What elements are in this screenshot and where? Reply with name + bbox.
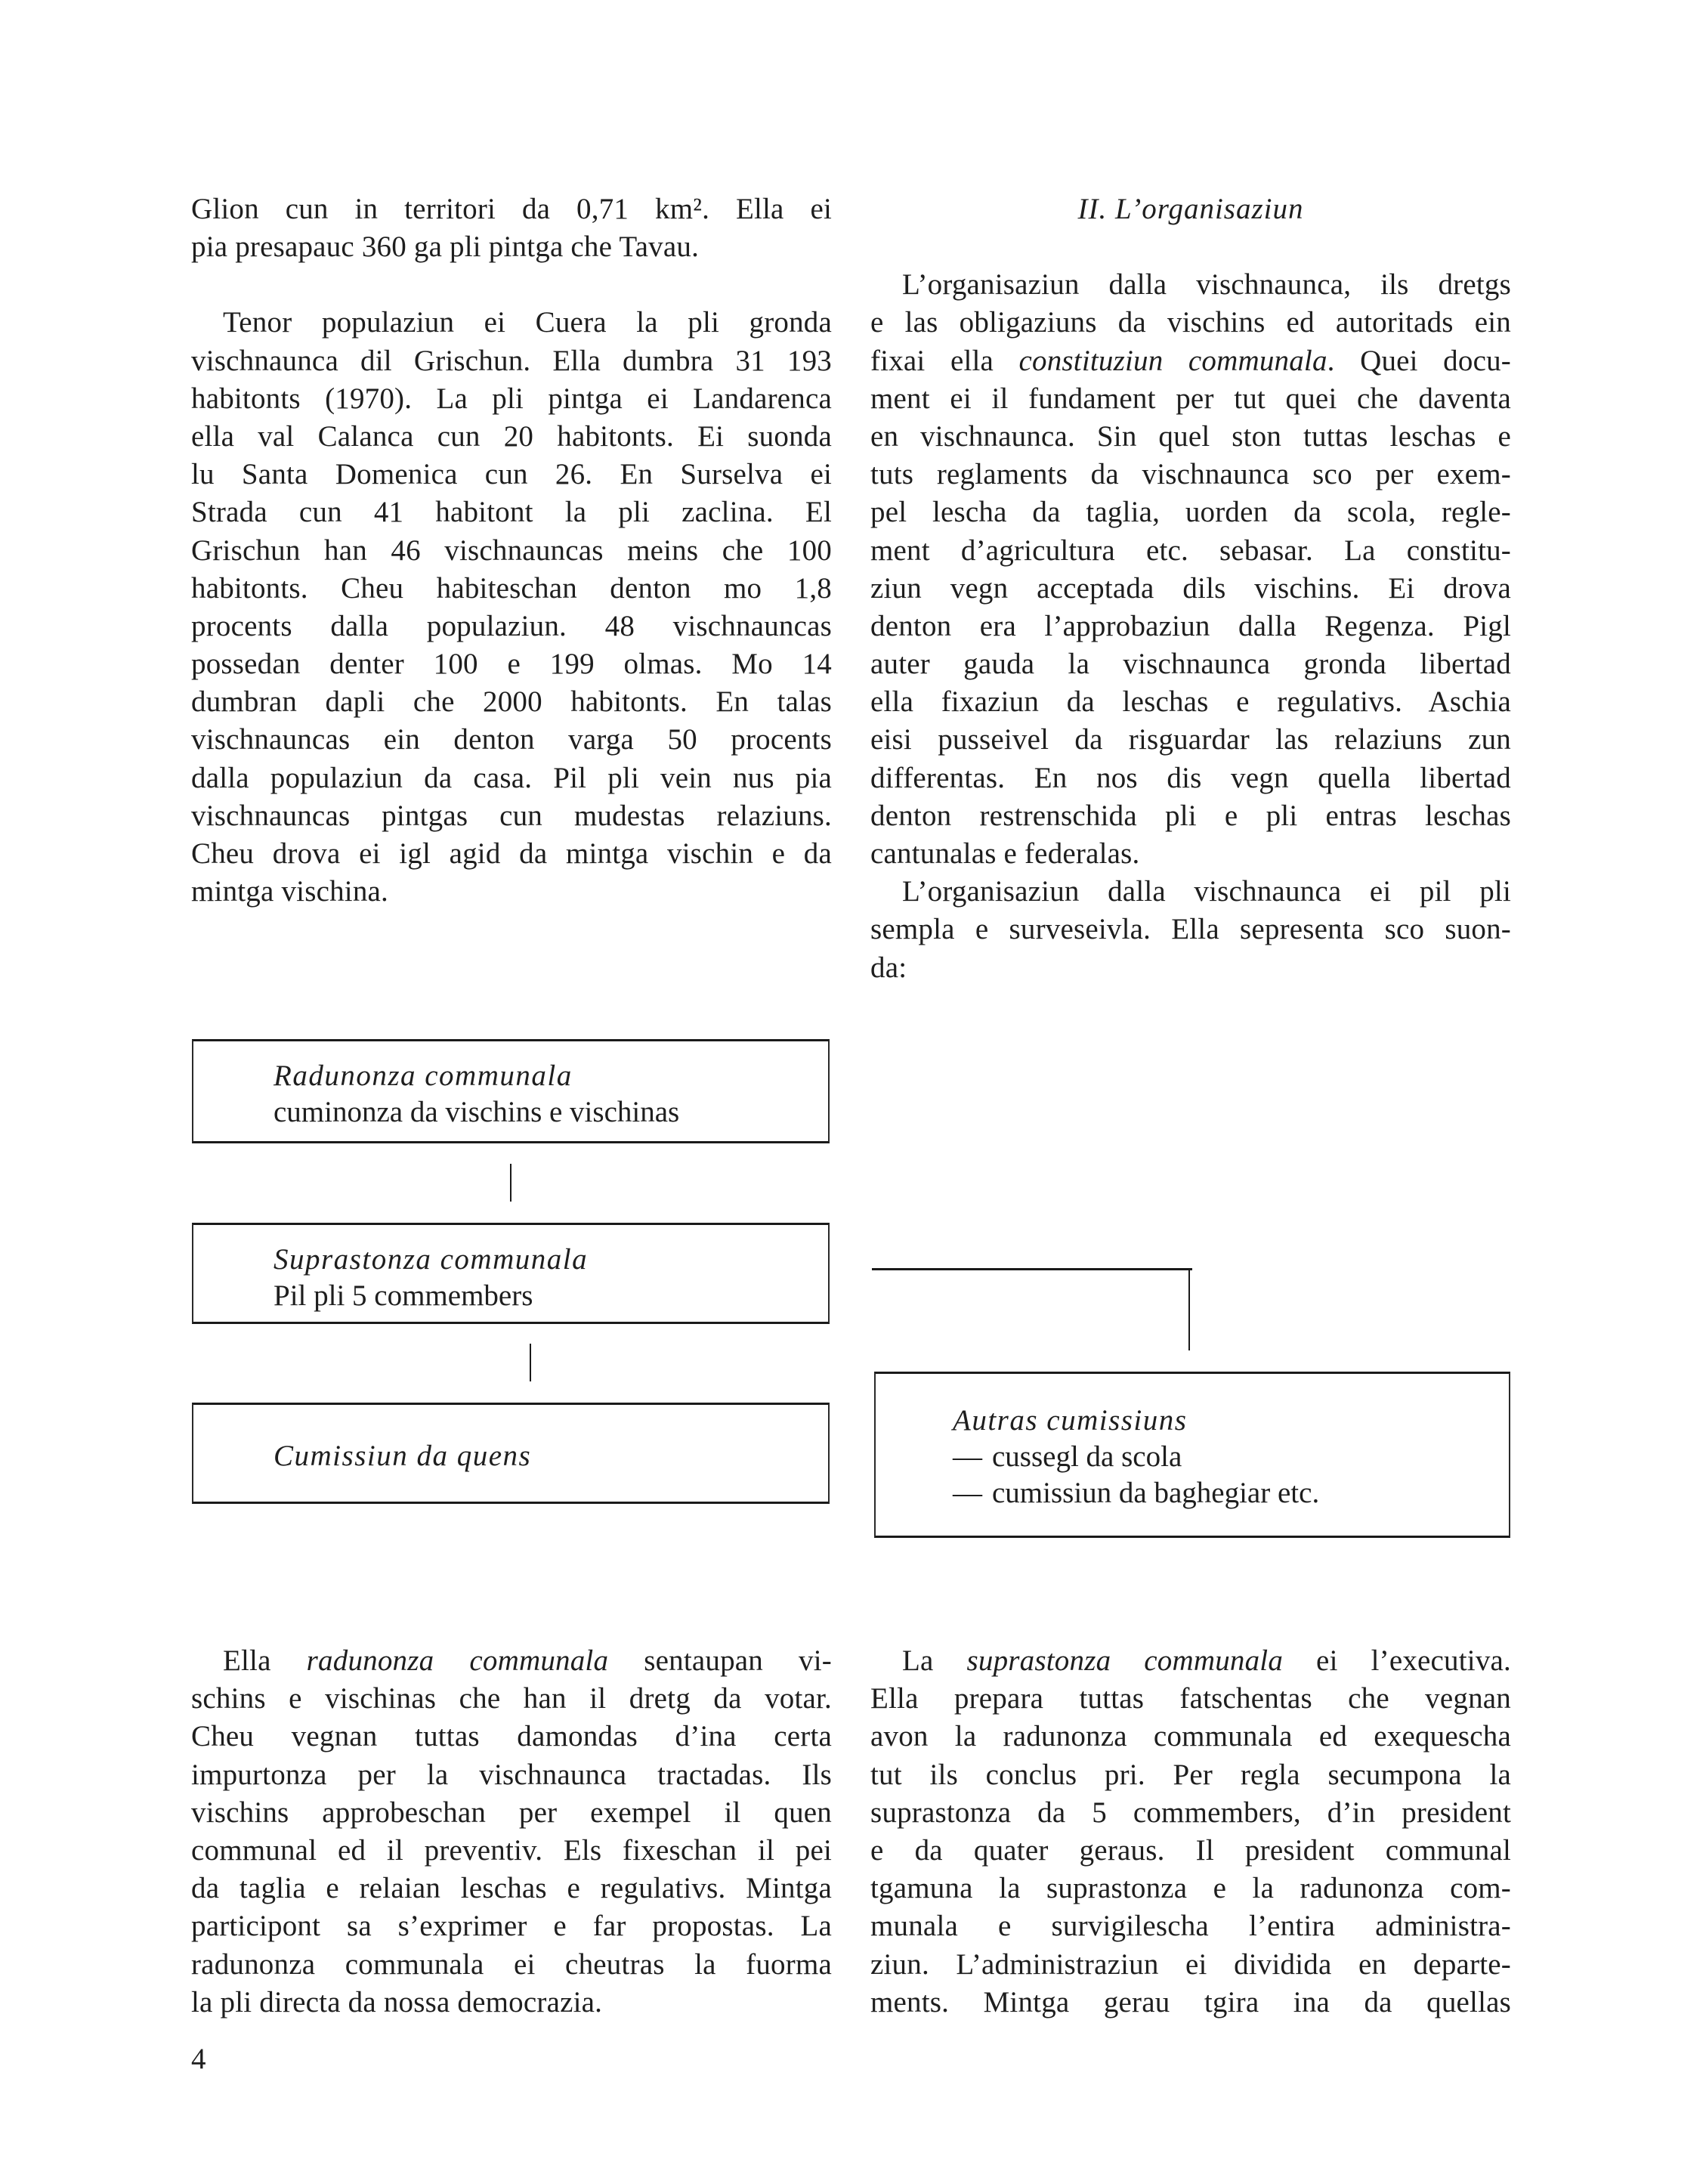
text-line: vischnauncas ein denton varga 50 procents (191, 723, 832, 756)
text-line: participont sa s’exprimer e far propostas. La (191, 1910, 832, 1943)
connector-suprastonza-autras-horizontal (872, 1268, 1192, 1270)
text-line: da: (870, 951, 907, 984)
text-line: ziun. L’administraziun ei dividida en departe- (870, 1947, 1511, 1981)
diagram-box-autras-cumissiuns (874, 1372, 1510, 1538)
text-line: Glion cun in territori da 0,71 km². Ella ei (191, 193, 832, 225)
paragraph (870, 873, 1511, 987)
text-line: denton era l’approbaziun dalla Regenza. Pigl (870, 609, 1511, 642)
diagram-box-cumissiun-quens (192, 1403, 830, 1504)
text-line: pia presapauc 360 ga pli pintga che Tavau. (191, 230, 700, 264)
top-left-column (191, 190, 832, 911)
italic-term: constituziun communala (1018, 344, 1327, 377)
text-line: auter gauda la vischnaunca gronda libertad (870, 648, 1511, 681)
paragraph (191, 304, 832, 911)
text-line: communal ed il preventiv. Els fixeschan il pei (191, 1833, 832, 1867)
item-text: cussegl da scola (992, 1440, 1182, 1473)
text-line: possedan denter 100 e 199 olmas. Mo 14 (191, 648, 832, 681)
connector-radunonza-suprastonza (510, 1164, 511, 1202)
text-line: tuts reglaments da vischnaunca sco per exem- (870, 458, 1511, 491)
text-line: L’organisaziun dalla vischnaunca, ils dretgs (902, 268, 1511, 302)
text-line: suprastonza da 5 commembers, d’in president (870, 1796, 1511, 1829)
text-line: ment d’agricultura etc. sebasar. La constitu- (870, 534, 1511, 567)
diagram-box-radunonza (192, 1039, 830, 1143)
text-line: vischnauncas pintgas cun mudestas relaziuns. (191, 799, 832, 832)
text-line: L’organisaziun dalla vischnaunca ei pil pli (902, 875, 1511, 908)
text-line: schins e vischinas che han il dretg da votar. (191, 1682, 832, 1715)
text-line: e las obligaziuns da vischins ed autoritads ein (870, 306, 1511, 339)
text-line: La suprastonza communala ei l’executiva. (902, 1644, 1511, 1677)
text-line: mintga vischina. (191, 875, 388, 908)
text-line: ella val Calanca cun 20 habitonts. Ei suonda (191, 419, 832, 453)
text-line: e da quater geraus. Il president communal (870, 1833, 1511, 1867)
heading-spacer (870, 228, 1511, 266)
text-line: dumbran dapli che 2000 habitonts. En talas (191, 685, 832, 719)
page-number: 4 (191, 2043, 206, 2075)
dash-bullet: — (953, 1440, 982, 1473)
diagram-box-suprastonza (192, 1223, 830, 1324)
italic-term: radunonza communala (306, 1644, 609, 1677)
dash-bullet: — (953, 1477, 982, 1509)
text-line: sempla e surveseivla. Ella sepresenta sco suon- (870, 913, 1511, 946)
text-line: vischins approbeschan per exempel il quen (191, 1796, 832, 1829)
suprastonza-subtitle: Pil pli 5 commembers (274, 1279, 533, 1312)
autras-cumissiuns-item (953, 1475, 1319, 1511)
section-heading: II. L’organisaziun (1077, 193, 1304, 225)
paragraph-gap (191, 266, 832, 304)
text-line: fixai ella constituziun communala. Quei docu- (870, 344, 1511, 377)
radunonza-subtitle: cuminonza da vischins e vischinas (274, 1096, 680, 1128)
text-line: impurtonza per la vischnaunca tractadas. Ils (191, 1758, 832, 1791)
text-line: munala e survigilescha l’entira administra- (870, 1910, 1511, 1943)
italic-term: suprastonza communala (966, 1644, 1284, 1677)
text-line: habitonts (1970). La pli pintga ei Landarenca (191, 382, 832, 415)
bottom-left-column (191, 1642, 832, 2022)
bottom-right-column (870, 1642, 1511, 2022)
radunonza-title: Radunonza communala (274, 1060, 573, 1092)
text-line: Strada cun 41 habitont la pli zaclina. El (191, 496, 832, 529)
text-line: ziun vegn acceptada dils vischins. Ei drova (870, 571, 1511, 605)
text-line: Ella radunonza communala sentaupan vi- (223, 1644, 832, 1677)
text-line: avon la radunonza communala ed exequescha (870, 1720, 1511, 1753)
text-line: lu Santa Domenica cun 26. En Surselva ei (191, 458, 832, 491)
text-line: vischnaunca dil Grischun. Ella dumbra 31 193 (191, 344, 832, 377)
paragraph (191, 1642, 832, 2022)
text-line: Cheu vegnan tuttas damondas d’ina certa (191, 1720, 832, 1753)
paragraph (191, 190, 832, 266)
autras-cumissiuns-item (953, 1439, 1319, 1475)
paragraph (870, 1642, 1511, 2022)
text-line: pel lescha da taglia, uorden da scola, regle- (870, 496, 1511, 529)
paragraph (870, 266, 1511, 873)
top-right-column (870, 190, 1511, 987)
text-line: da taglia e relaian leschas e regulativs. Mintga (191, 1872, 832, 1905)
connector-suprastonza-cumissiun (530, 1344, 531, 1381)
text-line: Tenor populaziun ei Cuera la pli gronda (223, 306, 832, 339)
autras-cumissiuns-title: Autras cumissiuns (953, 1404, 1188, 1437)
text-line: radunonza communala ei cheutras la fuorma (191, 1947, 832, 1981)
text-line: habitonts. Cheu habiteschan denton mo 1,8 (191, 571, 832, 605)
text-line: ella fixaziun da leschas e regulativs. Aschia (870, 685, 1511, 719)
text-line: ment ei il fundament per tut quei che daventa (870, 382, 1511, 415)
text-line: Grischun han 46 vischnauncas meins che 100 (191, 534, 832, 567)
text-line: differentas. En nos dis vegn quella libertad (870, 761, 1511, 794)
item-text: cumissiun da baghegiar etc. (992, 1477, 1320, 1509)
connector-suprastonza-autras-vertical (1188, 1270, 1190, 1350)
text-line: cantunalas e federalas. (870, 837, 1140, 870)
text-line: ments. Mintga gerau tgira ina da quellas (870, 1985, 1511, 2018)
text-line: dalla populaziun da casa. Pil pli vein nus pia (191, 761, 832, 794)
text-line: tut ils conclus pri. Per regla secumpona la (870, 1758, 1511, 1791)
cumissiun-quens-title: Cumissiun da quens (274, 1440, 532, 1472)
text-line: Cheu drova ei igl agid da mintga vischin e da (191, 837, 832, 870)
suprastonza-title: Suprastonza communala (274, 1243, 589, 1276)
text-line: en vischnaunca. Sin quel ston tuttas leschas e (870, 419, 1511, 453)
text-line: Ella prepara tuttas fatschentas che vegnan (870, 1682, 1511, 1715)
text-line: denton restrenschida pli e pli entras leschas (870, 799, 1511, 832)
text-line: tgamuna la suprastonza e la radunonza com- (870, 1872, 1511, 1905)
text-line: procents dalla populaziun. 48 vischnauncas (191, 609, 832, 642)
text-line: eisi pusseivel da risguardar las relaziuns zun (870, 723, 1511, 756)
text-line: la pli directa da nossa democrazia. (191, 1985, 603, 2018)
